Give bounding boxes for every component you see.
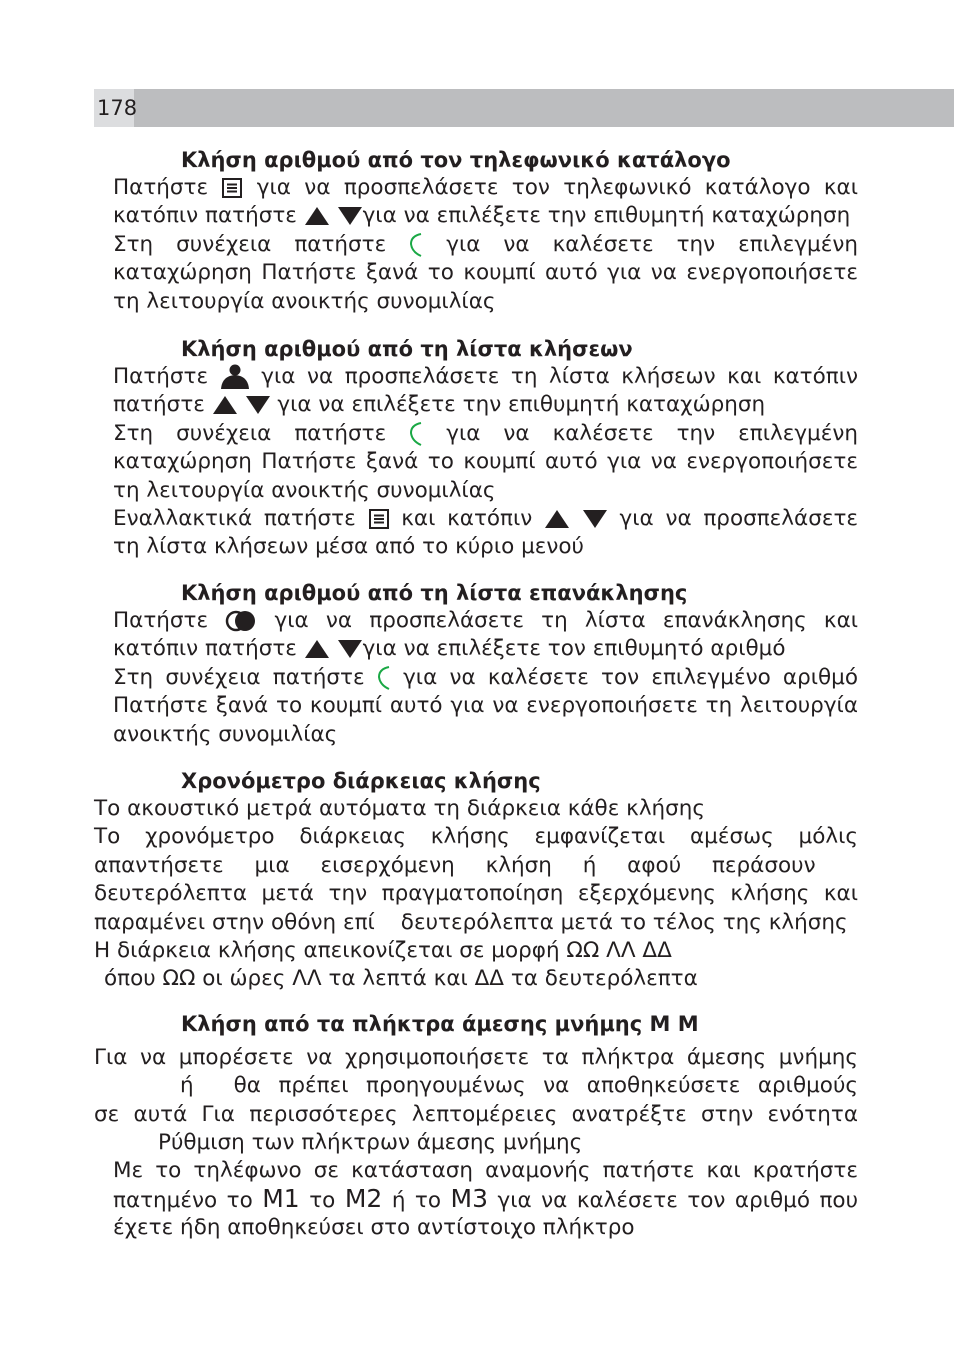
heading-phonebook: Κλήση αριθμού από τον τηλεφωνικό κατάλογο <box>181 148 731 172</box>
text-line: Πατήστε για να προσπελάσετε τον τηλεφωνικό κατάλογο και <box>113 175 858 200</box>
text-line: Στη συνέχεια πατήστε για να καλέσετε την επιλεγμένη <box>113 420 858 446</box>
text-line: Ρύθμιση των πλήκτρων άμεσης μνήμης <box>158 1130 583 1156</box>
arrow-down-icon <box>245 395 271 415</box>
text-line: Στη συνέχεια πατήστε για να καλέσετε τον επιλεγμένο αριθμό <box>113 664 859 690</box>
paragraph-redial-list <box>113 607 858 749</box>
arrows-icon-group <box>544 506 608 531</box>
text-line: Για να μπορέσετε να χρησιμοποιήσετε τα πλήκτρα άμεσης μνήμης <box>94 1045 858 1070</box>
text-line: τη λίστα κλήσεων μέσα από το κύριο μενού <box>113 534 584 560</box>
header-bar <box>94 89 954 127</box>
text-line: Εναλλακτικά πατήστε και κατόπιν για να προσπελάσετε <box>113 505 859 531</box>
text-line: δευτερόλεπτα μετά την πραγματοποίηση εξερχόμενης κλήσης και <box>94 881 858 907</box>
text-line: Πατήστε ξανά το κουμπί αυτό για να ενεργοποιήσετε τη λειτουργία <box>113 693 858 719</box>
text-line: καταχώρηση Πατήστε ξανά το κουμπί αυτό για να ενεργοποιήσετε <box>113 449 858 475</box>
text-line: τη λειτουργία ανοικτής συνομιλίας <box>113 288 496 314</box>
text-line: Το ακουστικό μετρά αυτόματα τη διάρκεια κάθε κλήσης <box>94 796 706 821</box>
arrow-up-icon <box>304 206 330 226</box>
text-line: κατόπιν πατήστε για να επιλέξετε τον επιθυμητό αριθμό <box>113 636 786 662</box>
paragraph-call-list <box>113 363 858 562</box>
paragraph-memory-keys-usage <box>113 1157 858 1242</box>
paragraph-call-timer <box>94 795 858 994</box>
text-line: όπου ΩΩ οι ώρες ΛΛ τα λεπτά και ΔΔ τα δευτερόλεπτα <box>104 966 698 992</box>
arrow-down-icon <box>337 639 363 659</box>
paragraph-memory-keys <box>94 1044 858 1158</box>
paragraph-phonebook <box>113 174 858 316</box>
text-line: παραμένει στην οθόνη επί δευτερόλεπτα μετά το τέλος της κλήσης <box>94 909 848 935</box>
text-line: Πατήστε για να προσπελάσετε τη λίστα επανάκλησης και <box>113 608 859 633</box>
arrow-up-icon <box>304 639 330 659</box>
text-line: Πατήστε για να προσπελάσετε τη λίστα κλήσεων και κατόπιν <box>113 364 858 389</box>
arrow-down-icon <box>582 509 608 529</box>
heading-memory-keys: Κλήση από τα πλήκτρα άμεσης μνήμης M M <box>181 1012 699 1036</box>
text-line: σε αυτά Για περισσότερες λεπτομέρειες ανατρέξτε στην ενότητα <box>94 1101 858 1127</box>
text-line: πατήστε για να επιλέξετε την επιθυμητή καταχώρηση <box>113 392 766 418</box>
text-line: απαντήσετε μια εισερχόμενη κλήση ή αφού περάσουν <box>94 852 816 878</box>
call-icon <box>409 421 423 447</box>
text-line: Με το τηλέφωνο σε κατάσταση αναμονής πατήστε και κρατήστε <box>113 1158 858 1183</box>
page-number: 178 <box>94 89 134 127</box>
heading-redial-list: Κλήση αριθμού από τη λίστα επανάκλησης <box>181 581 688 605</box>
call-icon <box>409 232 423 258</box>
redial-icon <box>225 609 257 633</box>
menu-icon <box>221 177 243 199</box>
text-line: καταχώρηση Πατήστε ξανά το κουμπί αυτό για να ενεργοποιήσετε <box>113 260 858 286</box>
text-line: ή θα πρέπει προηγουμένως να αποθηκεύσετε αριθμούς <box>180 1073 858 1099</box>
arrow-up-icon <box>212 395 238 415</box>
text-line: Το χρονόμετρο διάρκειας κλήσης εμφανίζεται αμέσως μόλις <box>94 824 858 850</box>
heading-call-timer: Χρονόμετρο διάρκειας κλήσης <box>181 769 541 793</box>
arrow-up-icon <box>544 509 570 529</box>
call-icon <box>377 665 391 691</box>
text-line: ανοικτής συνομιλίας <box>113 721 338 747</box>
text-line: Στη συνέχεια πατήστε για να καλέσετε την επιλεγμένη <box>113 231 858 257</box>
text-line: πατημένο το M1 το M2 ή το M3 για να καλέσετε τον αριθμό που <box>113 1184 859 1214</box>
m3-key-label: M3 <box>450 1184 489 1214</box>
text-line: κατόπιν πατήστε για να επιλέξετε την επιθυμητή καταχώρηση <box>113 203 851 229</box>
arrow-down-icon <box>337 206 363 226</box>
m2-key-label: M2 <box>344 1184 383 1214</box>
text-line: έχετε ήδη αποθηκεύσει στο αντίστοιχο πλήκτρο <box>113 1214 635 1240</box>
m1-key-label: M1 <box>262 1184 300 1214</box>
heading-call-list: Κλήση αριθμού από τη λίστα κλήσεων <box>181 337 633 361</box>
text-line: Η διάρκεια κλήσης απεικονίζεται σε μορφή ΩΩ ΛΛ ΔΔ <box>94 937 672 963</box>
menu-icon <box>368 508 390 530</box>
call-list-icon <box>220 364 250 390</box>
text-line: τη λειτουργία ανοικτής συνομιλίας <box>113 477 496 503</box>
